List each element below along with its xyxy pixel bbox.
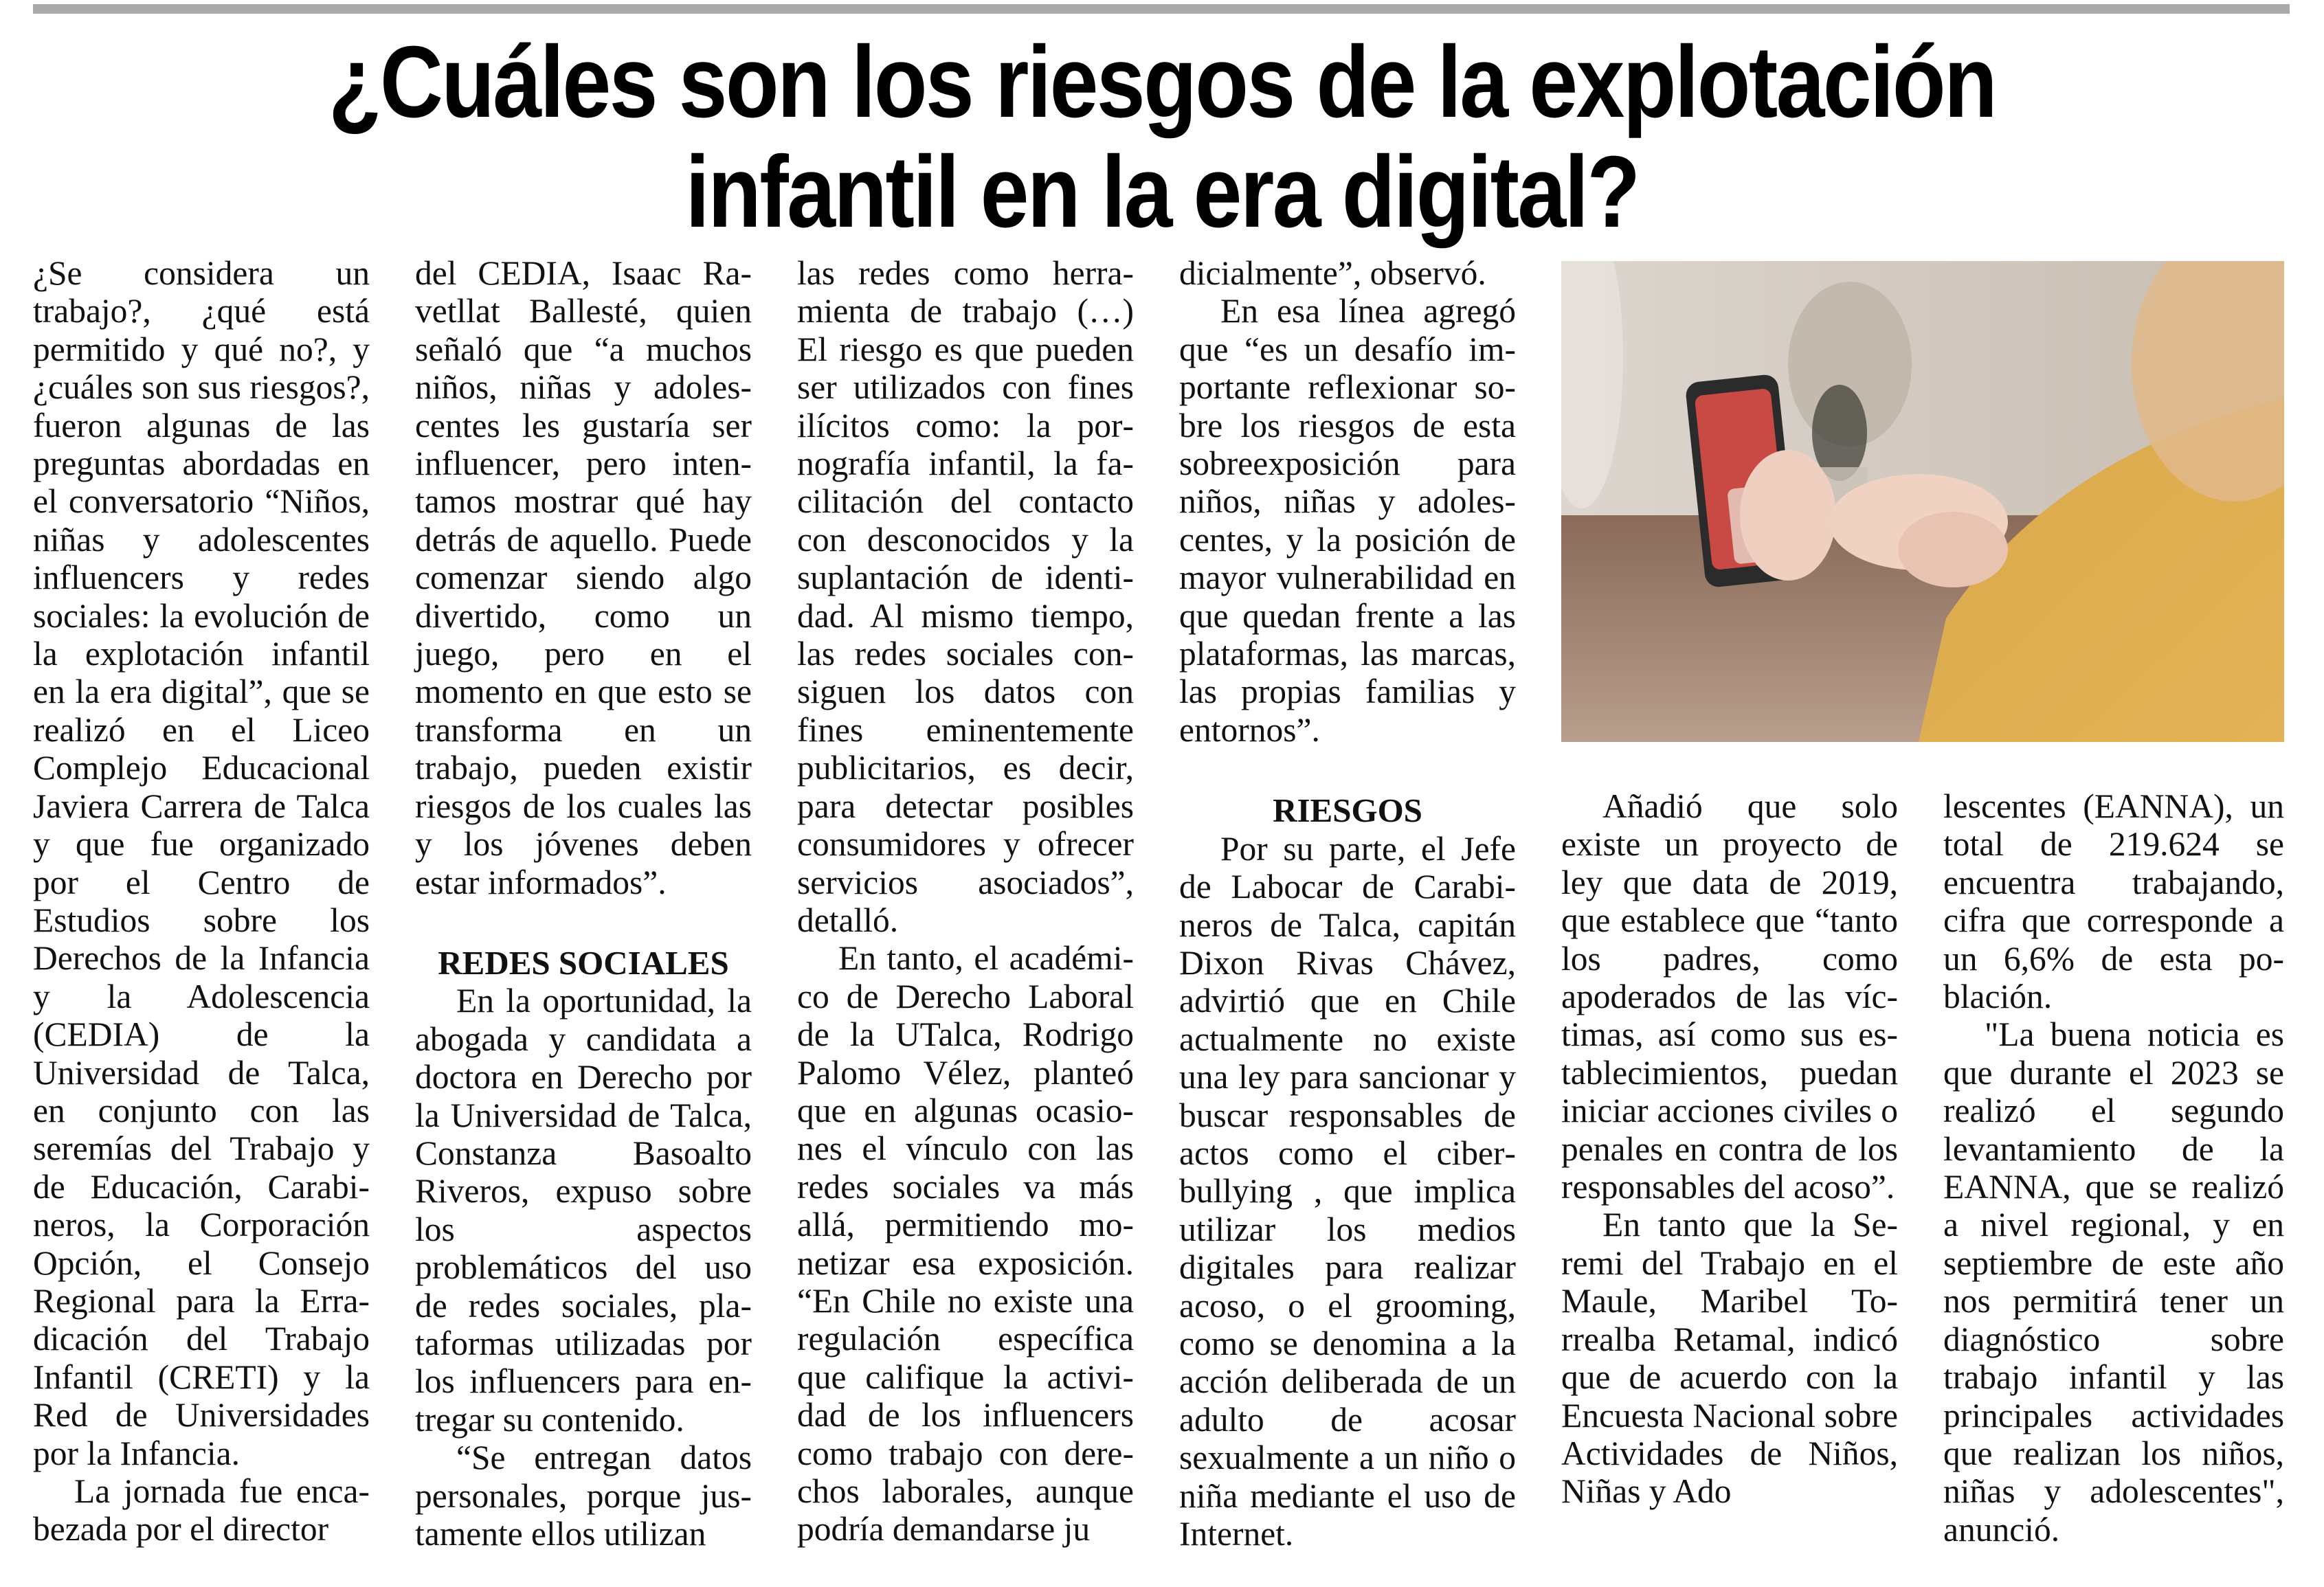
child-with-smartphone-illustration bbox=[1561, 261, 2284, 742]
paragraph: En la oportunidad, la abogada y candidata a doctora en Derecho por la Universidad de Talca, Constanza Basoalto Riveros, expuso sobre los aspectos problemáticos del uso de redes sociales, plataformas utilizadas por los influencers para entregar su contenido. bbox=[415, 982, 752, 1439]
paragraph: "La buena noticia es que durante el 2023 se realizó el segundo levantamiento de la EANNA, que se realizó a nivel regional, y en septiembre de este año nos permitirá tener un diagnóstico sobre trabajo infantil y las principales actividades que realizan los niños, niñas y adolescentes", anunció. bbox=[1943, 1015, 2284, 1549]
paragraph: del CEDIA, Isaac Ravetllat Ballesté, quien señaló que “a muchos niños, niñas y adolescentes les gustaría ser influencer, pero intentamos mostrar qué hay detrás de aquello. Puede comenzar siendo algo divertido, como un juego, pero en el momento en que esto se transforma en un trabajo, pueden existir riesgos de los cuales las y los jóvenes deben estar informados”. bbox=[415, 254, 752, 901]
headline-line-1: ¿Cuáles son los riesgos de la explotación bbox=[328, 25, 1996, 139]
paragraph: las redes como herramienta de trabajo (…) El riesgo es que pueden ser utilizados con fines ilícitos como: la pornografía infantil, la facilitación del contacto con desconocidos y la suplantación de identidad. Al mismo tiempo, las redes sociales consiguen los datos con fines eminentemente publicitarios, es decir, para detectar posibles consumidores y ofrecer servicios asociados”, detalló. bbox=[797, 254, 1134, 939]
paragraph: Por su parte, el Jefe de Labocar de Carabineros de Talca, capitán Dixon Rivas Chávez, advirtió que en Chile actualmente no existe una ley para sancionar y buscar responsables de actos como el ciberbullying , que implica utilizar los medios digitales para realizar acoso, o el grooming, como se denomina a la acción deliberada de un adulto de acosar sexualmente a un niño o niña mediante el uso de Internet. bbox=[1179, 829, 1516, 1553]
paragraph: lescentes (EANNA), un total de 219.624 se encuentra trabajando, cifra que corresponde a un 6,6% de esta población. bbox=[1943, 787, 2284, 1016]
article-column-2 bbox=[415, 254, 752, 1553]
article-column-5 bbox=[1561, 787, 1898, 1511]
paragraph: ¿Se considera un trabajo?, ¿qué está permitido y qué no?, y ¿cuáles son sus riesgos?, fueron algunas de las preguntas abordadas en el conversatorio “Niños, niñas y adolescentes influencers y redes sociales: la evolución de la explotación infantil en la era digital”, que se realizó en el Liceo Complejo Educacional Javiera Carrera de Talca y que fue organizado por el Centro de Estudios sobre los Derechos de la Infancia y la Adolescencia (CEDIA) de la Universidad de Talca, en conjunto con las seremías del Trabajo y de Educación, Carabineros, la Corporación Opción, el Consejo Regional para la Erradicación del Trabajo Infantil (CRETI) y la Red de Universidades por la Infancia. bbox=[33, 254, 370, 1472]
headline-line-2: infantil en la era digital? bbox=[685, 135, 1639, 249]
article-photo bbox=[1561, 261, 2284, 742]
paragraph: dicialmente”, observó. bbox=[1179, 254, 1486, 292]
paragraph: La jornada fue encabezada por el director bbox=[33, 1472, 370, 1549]
paragraph: En tanto, el académico de Derecho Laboral de la UTalca, Rodrigo Palomo Vélez, planteó que en algunas ocasiones el vínculo con las redes sociales va más allá, permitiendo monetizar esa exposición. “En Chile no existe una regulación específica que califique la actividad de los influencers como trabajo con derechos laborales, aunque podría demandarse ju bbox=[797, 939, 1134, 1549]
article-column-3 bbox=[797, 254, 1134, 1549]
paragraph: En esa línea agregó que “es un desafío importante reflexionar sobre los riesgos de esta sobreexposición para niños, niñas y adolescentes, y la posición de mayor vulnerabilidad en que quedan frente a las plataformas, las marcas, las propias familias y entornos”. bbox=[1179, 292, 1516, 749]
paragraph: En tanto que la Seremi del Trabajo en el Maule, Maribel Torrealba Retamal, indicó que de acuerdo con la Encuesta Nacional sobre Actividades de Niños, Niñas y Ado bbox=[1561, 1206, 1898, 1511]
section-heading-redes-sociales: REDES SOCIALES bbox=[438, 943, 729, 982]
top-rule bbox=[33, 4, 2290, 14]
article-column-6 bbox=[1943, 787, 2284, 1549]
paragraph: “Se entregan datos personales, porque justamente ellos utilizan bbox=[415, 1439, 752, 1553]
article-column-4 bbox=[1179, 254, 1516, 1553]
article-column-1 bbox=[33, 254, 370, 1549]
section-heading-riesgos: RIESGOS bbox=[1273, 791, 1422, 830]
headline bbox=[198, 27, 2125, 247]
paragraph: Añadió que solo existe un proyecto de ley que data de 2019, que establece que “tanto los padres, como apoderados de las víctimas, así como sus establecimientos, puedan iniciar acciones civiles o penales en contra de los responsables del acoso”. bbox=[1561, 787, 1898, 1206]
